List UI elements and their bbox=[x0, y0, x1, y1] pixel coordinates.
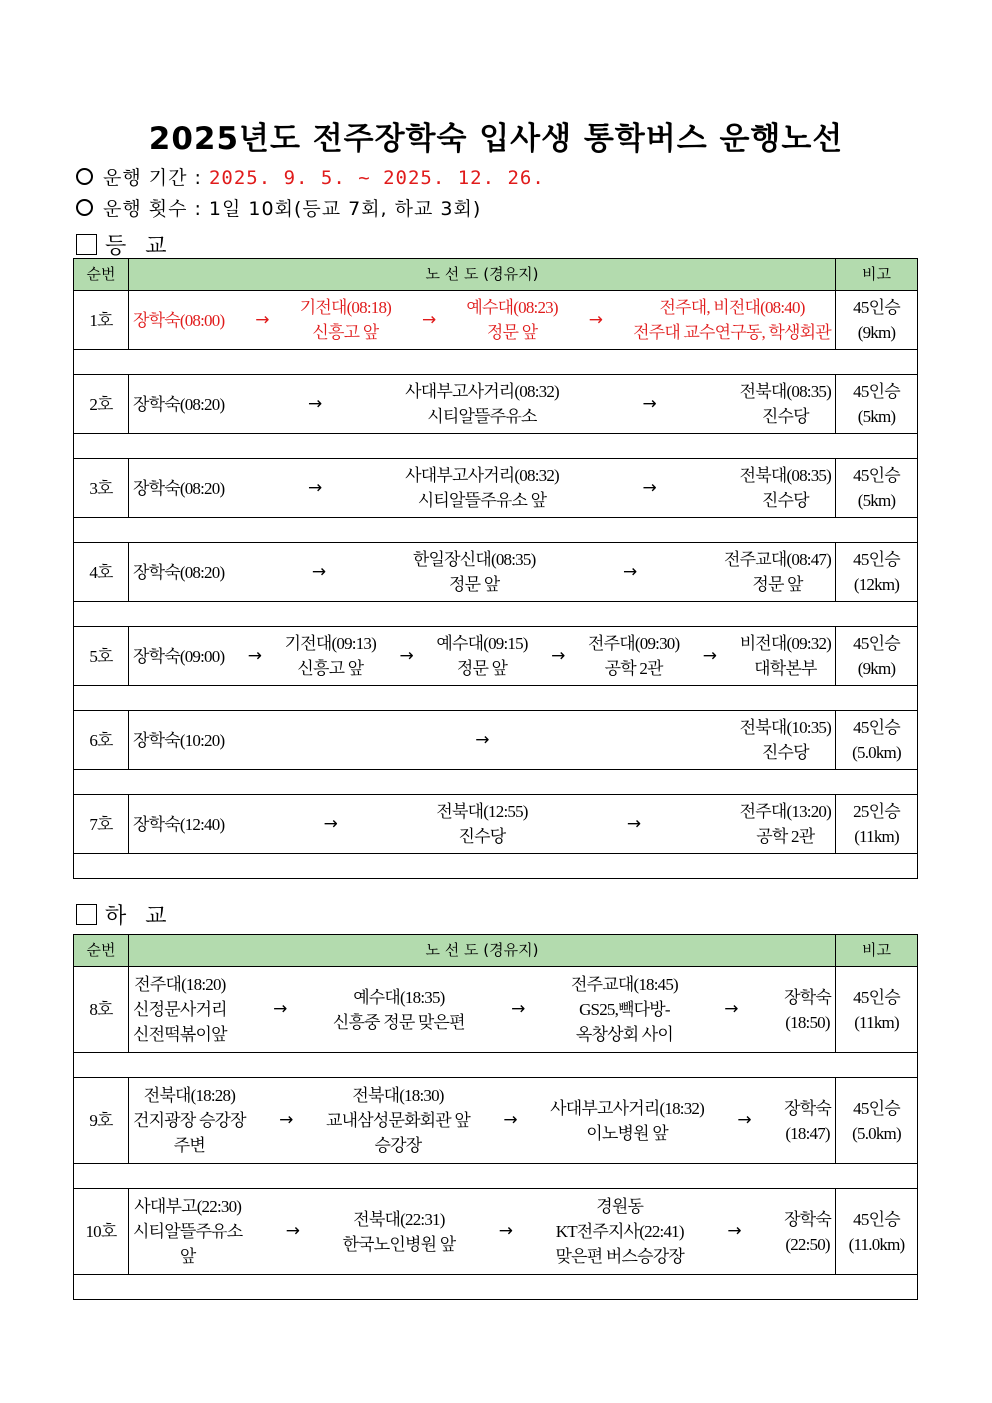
from-school-table bbox=[73, 934, 918, 1300]
to-school-table bbox=[73, 258, 918, 879]
stop-line: 승강장 bbox=[374, 1136, 422, 1155]
arrow-right-icon: → bbox=[273, 999, 287, 1019]
stop-line: 시티알뜰주유소 bbox=[427, 407, 537, 426]
stop-line: 전북대(12:55) bbox=[436, 802, 528, 821]
stop-line: 장학숙 bbox=[784, 987, 831, 1007]
stop-line: 대학본부 bbox=[754, 659, 817, 678]
route-stop bbox=[740, 631, 831, 681]
route-path bbox=[129, 795, 836, 854]
operation-period bbox=[76, 163, 545, 190]
route-stop bbox=[326, 1083, 470, 1158]
arrow-right-icon: → bbox=[247, 645, 262, 666]
stop-line: 사대부고사거리(08:32) bbox=[405, 382, 559, 401]
stop-line: 전주대(13:20) bbox=[739, 802, 831, 821]
stop-line: 전북대(18:28) bbox=[143, 1086, 236, 1105]
route-stop bbox=[556, 1194, 684, 1269]
header-route: 노 선 도 (경유지) bbox=[129, 935, 836, 967]
note-line: (5km) bbox=[857, 407, 896, 426]
period-label: 운행 기간 : bbox=[103, 167, 209, 189]
note-line: 25인승 bbox=[853, 802, 900, 821]
route-row bbox=[74, 459, 918, 518]
route-stop bbox=[436, 631, 527, 681]
note-line: (11km) bbox=[854, 827, 899, 846]
to-school-table-body bbox=[74, 259, 918, 879]
route-note bbox=[836, 291, 918, 350]
spacer-row bbox=[74, 350, 918, 375]
header-note: 비고 bbox=[836, 259, 918, 291]
arrow-right-icon: → bbox=[503, 1110, 517, 1130]
stop-line: 옥창상회 사이 bbox=[575, 1025, 674, 1044]
stop-line: 전북대(18:30) bbox=[352, 1086, 444, 1105]
spacer-row bbox=[74, 1164, 918, 1189]
arrow-right-icon: → bbox=[626, 813, 641, 834]
note-line: (12km) bbox=[853, 575, 900, 594]
route-stop bbox=[333, 985, 465, 1035]
route-number: 2호 bbox=[74, 375, 129, 434]
route-number: 10호 bbox=[74, 1189, 129, 1275]
route-stop bbox=[133, 1194, 242, 1269]
spacer-cell bbox=[74, 518, 918, 543]
stop-line: 정문 앞 bbox=[456, 659, 508, 678]
arrow-right-icon: → bbox=[623, 561, 637, 582]
stop-line: 맞은편 버스승강장 bbox=[555, 1247, 684, 1266]
note-line: (11km) bbox=[854, 1012, 899, 1032]
note-line: 45인승 bbox=[853, 1098, 900, 1118]
route-stop bbox=[405, 379, 559, 429]
route-path bbox=[129, 711, 836, 770]
table-header-row bbox=[74, 259, 918, 291]
note-line: 45인승 bbox=[853, 718, 900, 737]
route-stop bbox=[724, 547, 831, 597]
route-stop bbox=[133, 476, 224, 501]
route-stop bbox=[285, 631, 376, 681]
route-number: 6호 bbox=[74, 711, 129, 770]
arrow-right-icon: → bbox=[498, 1221, 513, 1241]
section-heading-label: 하 교 bbox=[105, 904, 173, 929]
route-stop bbox=[571, 972, 678, 1047]
spacer-cell bbox=[74, 602, 918, 627]
stop-line: 신흥고 앞 bbox=[297, 659, 364, 678]
route-stop bbox=[133, 1083, 246, 1158]
note-line: 45인승 bbox=[853, 298, 900, 317]
arrow-right-icon: → bbox=[255, 309, 269, 330]
route-number: 1호 bbox=[74, 291, 129, 350]
spacer-row bbox=[74, 770, 918, 795]
spacer-cell bbox=[74, 350, 918, 375]
route-stop bbox=[740, 463, 831, 513]
arrow-right-icon: → bbox=[511, 999, 525, 1019]
route-stop bbox=[436, 799, 527, 849]
stop-line: KT전주지사(22:41) bbox=[555, 1222, 684, 1241]
route-note bbox=[836, 627, 918, 686]
route-row bbox=[74, 375, 918, 434]
route-stop bbox=[633, 295, 831, 345]
spacer-cell bbox=[74, 1275, 918, 1300]
stop-line: 정문 앞 bbox=[449, 575, 500, 594]
stop-line: 전주대(09:30) bbox=[588, 634, 680, 653]
arrow-right-icon: → bbox=[421, 309, 436, 330]
route-stop bbox=[300, 295, 391, 345]
route-path bbox=[129, 543, 836, 602]
stop-line: 기전대(09:13) bbox=[284, 634, 376, 653]
stop-line: 진수당 bbox=[761, 491, 809, 510]
spacer-row bbox=[74, 1275, 918, 1300]
route-number: 7호 bbox=[74, 795, 129, 854]
stop-line: 정문 앞 bbox=[752, 575, 803, 594]
stop-line: 장학숙(10:20) bbox=[133, 730, 225, 750]
note-line: (11.0km) bbox=[848, 1234, 905, 1254]
arrow-right-icon: → bbox=[311, 561, 326, 582]
route-stop bbox=[133, 560, 224, 585]
route-row bbox=[74, 711, 918, 770]
arrow-right-icon: → bbox=[279, 1110, 293, 1130]
route-stop bbox=[405, 463, 559, 513]
route-stop bbox=[740, 379, 831, 429]
spacer-cell bbox=[74, 686, 918, 711]
route-note bbox=[836, 711, 918, 770]
spacer-cell bbox=[74, 1164, 918, 1189]
checkbox-square-icon bbox=[76, 904, 97, 925]
header-route: 노 선 도 (경유지) bbox=[129, 259, 836, 291]
route-note bbox=[836, 375, 918, 434]
stop-line: 진수당 bbox=[761, 743, 809, 762]
stop-line: 전북대(10:35) bbox=[739, 718, 831, 737]
stop-line: 신흥중 정문 맞은편 bbox=[332, 1012, 465, 1032]
stop-line: 공학 2관 bbox=[604, 659, 663, 678]
stop-line: 시티알뜰주유소 앞 bbox=[417, 491, 547, 510]
header-no: 순번 bbox=[74, 935, 129, 967]
route-path bbox=[129, 1078, 836, 1164]
arrow-right-icon: → bbox=[475, 729, 489, 750]
route-note bbox=[836, 543, 918, 602]
stop-line: 전주대(18:20) bbox=[134, 975, 226, 994]
arrow-right-icon: → bbox=[702, 645, 717, 666]
note-line: 45인승 bbox=[853, 987, 900, 1007]
operation-count bbox=[76, 194, 481, 221]
stop-line: (18:50) bbox=[785, 1012, 830, 1032]
from-school-table-body bbox=[74, 935, 918, 1300]
header-note: 비고 bbox=[836, 935, 918, 967]
route-stop bbox=[133, 644, 224, 669]
route-number: 3호 bbox=[74, 459, 129, 518]
route-stop bbox=[133, 812, 224, 837]
stop-line: 이노병원 앞 bbox=[586, 1123, 668, 1143]
stop-line: 장학숙(08:00) bbox=[133, 310, 225, 330]
route-row bbox=[74, 627, 918, 686]
checkbox-square-icon bbox=[76, 234, 97, 255]
stop-line: 전주교대(18:45) bbox=[570, 975, 678, 994]
route-row bbox=[74, 795, 918, 854]
route-stop bbox=[466, 295, 557, 345]
stop-line: 신전떡볶이앞 bbox=[133, 1025, 227, 1044]
arrow-right-icon: → bbox=[285, 1221, 300, 1241]
stop-line: 한국노인병원 앞 bbox=[342, 1234, 456, 1254]
stop-line: (22:50) bbox=[785, 1234, 830, 1254]
note-line: (9km) bbox=[857, 659, 896, 678]
stop-line: 장학숙(09:00) bbox=[133, 646, 225, 666]
route-note bbox=[836, 459, 918, 518]
stop-line: 장학숙 bbox=[784, 1098, 831, 1118]
route-path bbox=[129, 459, 836, 518]
spacer-row bbox=[74, 434, 918, 459]
route-number: 5호 bbox=[74, 627, 129, 686]
circle-bullet-icon bbox=[76, 168, 93, 185]
route-stop bbox=[343, 1207, 456, 1257]
note-line: (5.0km) bbox=[852, 1123, 901, 1143]
stop-line: 장학숙(08:20) bbox=[133, 562, 225, 582]
route-note bbox=[836, 967, 918, 1053]
spacer-row bbox=[74, 854, 918, 879]
route-number: 8호 bbox=[74, 967, 129, 1053]
arrow-right-icon: → bbox=[307, 393, 322, 414]
circle-bullet-icon bbox=[76, 199, 93, 216]
route-stop bbox=[133, 392, 224, 417]
note-line: 45인승 bbox=[853, 634, 900, 653]
stop-line: 전북대(08:35) bbox=[739, 466, 831, 485]
header-no: 순번 bbox=[74, 259, 129, 291]
spacer-cell bbox=[74, 1053, 918, 1078]
stop-line: 교내삼성문화회관 앞 bbox=[325, 1111, 471, 1130]
period-value: 2025. 9. 5. ~ 2025. 12. 26. bbox=[208, 167, 545, 189]
stop-line: GS25,빽다방- bbox=[579, 1000, 670, 1019]
arrow-right-icon: → bbox=[307, 477, 322, 498]
route-stop bbox=[784, 1207, 831, 1257]
stop-line: 예수대(08:23) bbox=[466, 298, 558, 317]
route-stop bbox=[740, 715, 831, 765]
stop-line: 진수당 bbox=[458, 827, 506, 846]
route-stop bbox=[413, 547, 536, 597]
spacer-row bbox=[74, 686, 918, 711]
stop-line: 경원동 bbox=[596, 1197, 644, 1216]
arrow-right-icon: → bbox=[642, 393, 656, 414]
stop-line: 사대부고사거리(08:32) bbox=[405, 466, 559, 485]
arrow-right-icon: → bbox=[588, 309, 603, 330]
spacer-row bbox=[74, 602, 918, 627]
stop-line: 전북대(22:31) bbox=[353, 1209, 445, 1229]
stop-line: 장학숙 bbox=[784, 1209, 831, 1229]
arrow-right-icon: → bbox=[323, 813, 338, 834]
route-note bbox=[836, 1078, 918, 1164]
stop-line: 사대부고(22:30) bbox=[134, 1197, 242, 1216]
arrow-right-icon: → bbox=[399, 645, 413, 666]
stop-line: 앞 bbox=[179, 1247, 196, 1266]
note-line: (5km) bbox=[857, 491, 896, 510]
route-path bbox=[129, 291, 836, 350]
route-stop bbox=[133, 972, 227, 1047]
route-path bbox=[129, 627, 836, 686]
arrow-right-icon: → bbox=[551, 645, 565, 666]
route-row bbox=[74, 1078, 918, 1164]
section-heading-from-school bbox=[76, 899, 173, 930]
spacer-row bbox=[74, 1053, 918, 1078]
note-line: 45인승 bbox=[853, 382, 900, 401]
route-row bbox=[74, 967, 918, 1053]
route-row bbox=[74, 291, 918, 350]
note-line: (5.0km) bbox=[852, 743, 901, 762]
stop-line: 장학숙(08:20) bbox=[133, 478, 225, 498]
stop-line: 예수대(18:35) bbox=[353, 987, 445, 1007]
stop-line: 전주대 교수연구동, 학생회관 bbox=[633, 323, 831, 342]
route-row bbox=[74, 1189, 918, 1275]
spacer-cell bbox=[74, 854, 918, 879]
count-label: 운행 횟수 : 1일 10회(등교 7회, 하교 3회) bbox=[103, 198, 482, 220]
note-line: 45인승 bbox=[853, 1209, 900, 1229]
stop-line: 기전대(08:18) bbox=[299, 298, 392, 317]
route-stop bbox=[588, 631, 679, 681]
stop-line: 주변 bbox=[173, 1136, 206, 1155]
stop-line: 사대부고사거리(18:32) bbox=[550, 1098, 704, 1118]
route-stop bbox=[784, 985, 831, 1035]
arrow-right-icon: → bbox=[724, 999, 738, 1019]
stop-line: 장학숙(12:40) bbox=[133, 814, 225, 834]
route-stop bbox=[550, 1096, 704, 1146]
stop-line: 진수당 bbox=[761, 407, 809, 426]
route-path bbox=[129, 967, 836, 1053]
stop-line: 예수대(09:15) bbox=[436, 634, 528, 653]
stop-line: 전주대, 비전대(08:40) bbox=[659, 298, 805, 317]
route-note bbox=[836, 1189, 918, 1275]
route-stop bbox=[133, 728, 224, 753]
note-line: 45인승 bbox=[853, 466, 900, 485]
route-path bbox=[129, 375, 836, 434]
stop-line: 신정문사거리 bbox=[133, 1000, 227, 1019]
note-line: (9km) bbox=[857, 323, 896, 342]
stop-line: 건지광장 승강장 bbox=[133, 1111, 246, 1130]
arrow-right-icon: → bbox=[642, 477, 656, 498]
section-heading-label: 등 교 bbox=[105, 234, 173, 259]
route-path bbox=[129, 1189, 836, 1275]
arrow-right-icon: → bbox=[737, 1110, 751, 1130]
route-row bbox=[74, 543, 918, 602]
page-title: 2025년도 전주장학숙 입사생 통학버스 운행노선 bbox=[148, 121, 844, 157]
spacer-cell bbox=[74, 434, 918, 459]
arrow-right-icon: → bbox=[727, 1221, 741, 1241]
stop-line: 전북대(08:35) bbox=[739, 382, 831, 401]
stop-line: (18:47) bbox=[785, 1123, 830, 1143]
stop-line: 전주교대(08:47) bbox=[724, 550, 831, 569]
route-stop bbox=[133, 308, 224, 333]
note-line: 45인승 bbox=[853, 550, 900, 569]
stop-line: 정문 앞 bbox=[486, 323, 538, 342]
stop-line: 공학 2관 bbox=[756, 827, 815, 846]
route-number: 9호 bbox=[74, 1078, 129, 1164]
stop-line: 한일장신대(08:35) bbox=[412, 550, 536, 569]
route-stop bbox=[784, 1096, 831, 1146]
stop-line: 시티알뜰주유소 bbox=[133, 1222, 243, 1241]
table-header-row bbox=[74, 935, 918, 967]
spacer-cell bbox=[74, 770, 918, 795]
route-note bbox=[836, 795, 918, 854]
stop-line: 신흥고 앞 bbox=[312, 323, 379, 342]
stop-line: 장학숙(08:20) bbox=[133, 394, 225, 414]
stop-line: 비전대(09:32) bbox=[739, 634, 831, 653]
route-number: 4호 bbox=[74, 543, 129, 602]
route-stop bbox=[740, 799, 831, 849]
spacer-row bbox=[74, 518, 918, 543]
section-heading-to-school bbox=[76, 229, 173, 260]
